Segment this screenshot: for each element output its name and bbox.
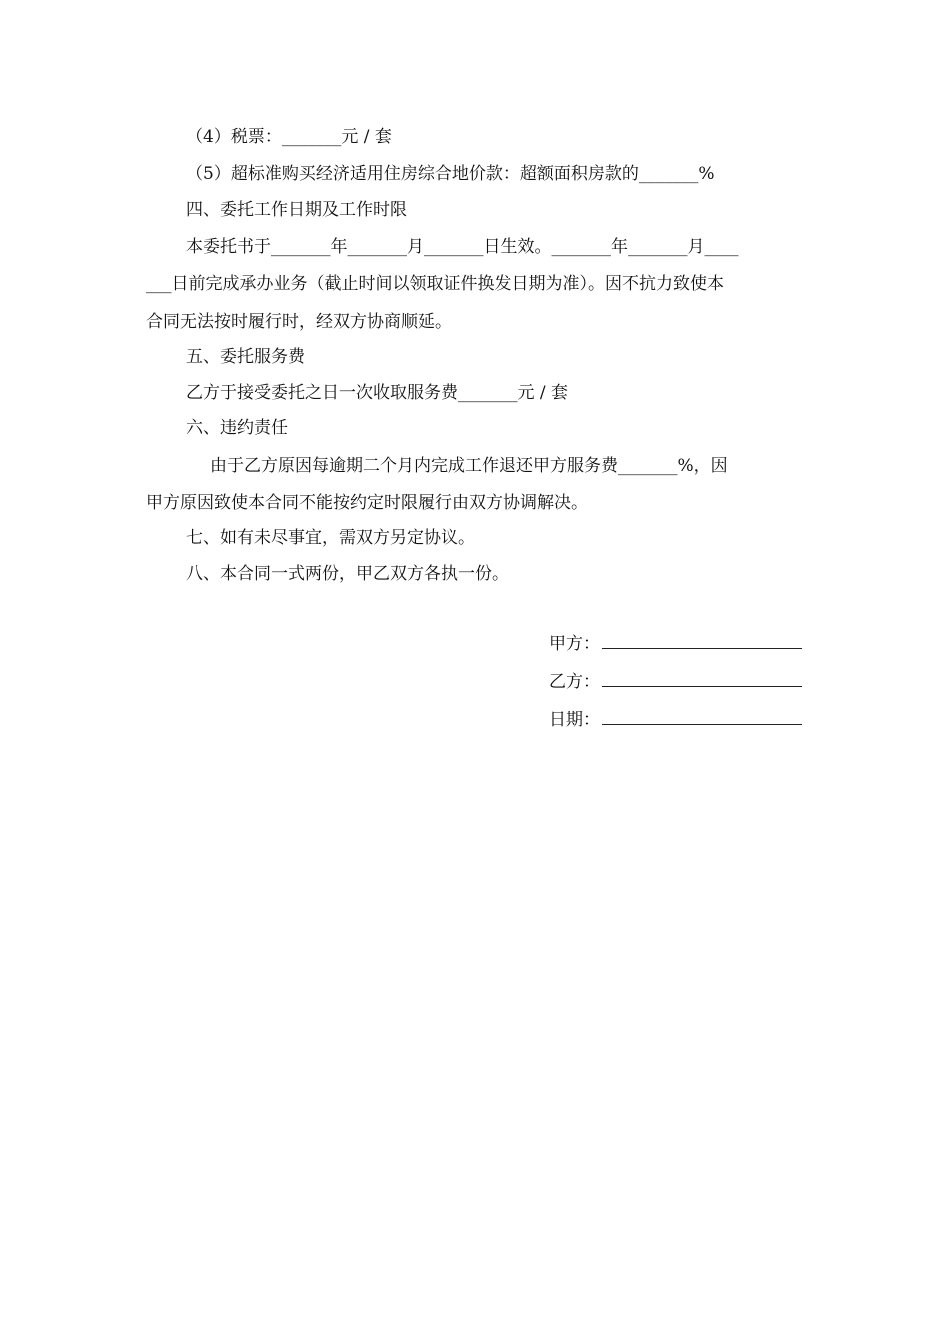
effective-date-line: 本委托书于_______年_______月_______日生效。_______年_______月____ bbox=[186, 237, 739, 257]
land-price-line: （5）超标准购买经济适用住房综合地价款：超额面积房款的_______% bbox=[186, 164, 715, 184]
section-7-line: 七、如有未尽事宜，需双方另定协议。 bbox=[186, 528, 475, 548]
date-blank bbox=[602, 708, 802, 725]
section-8-line: 八、本合同一式两份，甲乙双方各执一份。 bbox=[186, 564, 509, 584]
date-label: 日期： bbox=[549, 710, 600, 730]
deadline-line: ___日前完成承办业务（截止时间以领取证件换发日期为准）。因不抗力致使本 bbox=[146, 274, 724, 294]
date-signature bbox=[549, 708, 802, 731]
section-4-heading: 四、委托工作日期及工作时限 bbox=[186, 200, 407, 220]
breach-line-2: 甲方原因致使本合同不能按约定时限履行由双方协调解决。 bbox=[146, 493, 588, 513]
party-b-label: 乙方： bbox=[549, 672, 600, 692]
tax-receipt-line: （4）税票：_______元 / 套 bbox=[186, 127, 392, 147]
section-5-heading: 五、委托服务费 bbox=[186, 347, 305, 367]
section-6-heading: 六、违约责任 bbox=[186, 418, 288, 438]
party-a-signature bbox=[549, 632, 802, 655]
party-a-label: 甲方： bbox=[549, 634, 600, 654]
force-majeure-line: 合同无法按时履行时，经双方协商顺延。 bbox=[146, 312, 452, 332]
party-b-signature bbox=[549, 670, 802, 693]
breach-line-1: 由于乙方原因每逾期二个月内完成工作退还甲方服务费_______%，因 bbox=[210, 456, 728, 476]
party-a-blank bbox=[602, 632, 802, 649]
party-b-blank bbox=[602, 670, 802, 687]
service-fee-line: 乙方于接受委托之日一次收取服务费_______元 / 套 bbox=[186, 383, 569, 403]
